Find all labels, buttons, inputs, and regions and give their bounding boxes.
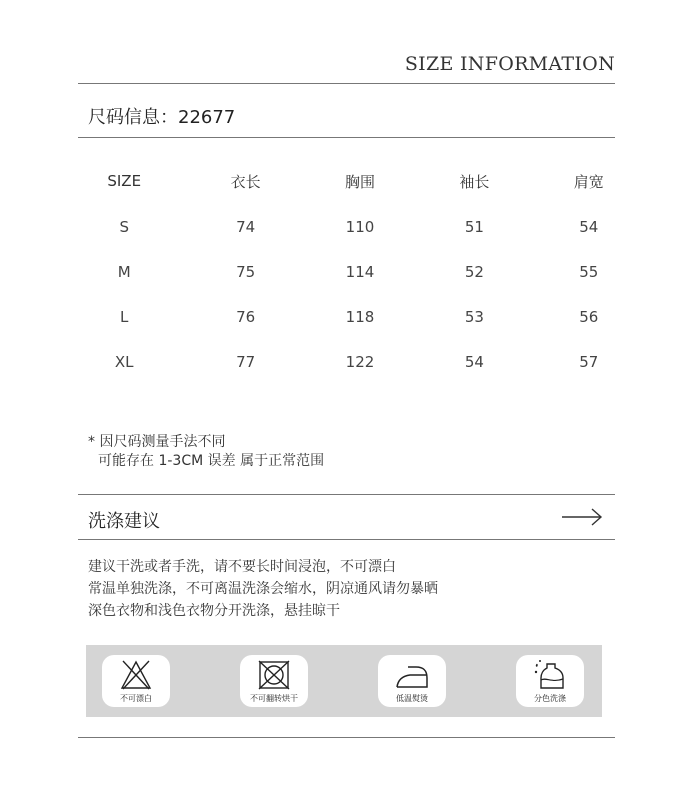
care-label: 分色洗涤 bbox=[534, 694, 566, 703]
table-cell: 51 bbox=[464, 217, 484, 236]
column-header: SIZE bbox=[107, 172, 142, 190]
wash-section-title: 洗涤建议 bbox=[88, 511, 160, 532]
wash-instructions bbox=[88, 556, 438, 622]
divider bbox=[78, 737, 615, 738]
size-section-title: 尺码信息：22677 bbox=[88, 107, 236, 128]
table-cell: 122 bbox=[345, 352, 375, 371]
size-table bbox=[60, 158, 646, 384]
table-cell: S bbox=[119, 217, 129, 236]
table-cell: 52 bbox=[464, 262, 484, 281]
arrow-right-icon bbox=[561, 505, 603, 529]
table-cell: 76 bbox=[236, 307, 256, 326]
table-cell: 53 bbox=[464, 307, 484, 326]
table-cell: 110 bbox=[345, 217, 375, 236]
care-label: 不可翻转烘干 bbox=[250, 694, 298, 703]
no-bleach-icon bbox=[116, 658, 156, 692]
wash-line: 建议干洗或者手洗，请不要长时间浸泡，不可漂白 bbox=[88, 559, 396, 575]
table-row bbox=[60, 249, 646, 294]
table-cell: M bbox=[117, 262, 131, 281]
table-cell: 54 bbox=[579, 217, 599, 236]
table-cell: 57 bbox=[579, 352, 599, 371]
low-iron-icon bbox=[392, 658, 432, 692]
table-cell: 77 bbox=[236, 352, 256, 371]
care-item-no-bleach bbox=[102, 655, 170, 707]
column-header: 袖长 bbox=[459, 172, 490, 191]
column-header: 胸围 bbox=[344, 172, 375, 191]
table-cell: 54 bbox=[464, 352, 484, 371]
care-item-no-tumble-dry bbox=[240, 655, 308, 707]
table-header-row bbox=[60, 158, 646, 204]
page-title: SIZE INFORMATION bbox=[404, 53, 615, 75]
wash-line: 深色衣物和浅色衣物分开洗涤，悬挂晾干 bbox=[88, 603, 340, 619]
table-cell: L bbox=[120, 307, 129, 326]
table-cell: 114 bbox=[345, 262, 375, 281]
care-item-separate-wash bbox=[516, 655, 584, 707]
note-line: 可能存在 1-3CM 误差 属于正常范围 bbox=[98, 453, 325, 469]
column-header: 肩宽 bbox=[573, 172, 604, 191]
table-row bbox=[60, 204, 646, 249]
table-cell: 74 bbox=[236, 217, 256, 236]
care-label: 低温熨烫 bbox=[396, 694, 428, 703]
measurement-note bbox=[88, 433, 324, 471]
separate-wash-icon bbox=[530, 658, 570, 692]
table-row bbox=[60, 294, 646, 339]
note-line: * 因尺码测量手法不同 bbox=[88, 434, 226, 450]
table-cell: 75 bbox=[236, 262, 256, 281]
care-label: 不可漂白 bbox=[120, 694, 152, 703]
divider bbox=[78, 137, 615, 138]
table-row bbox=[60, 339, 646, 384]
wash-line: 常温单独洗涤，不可离温洗涤会缩水，阴凉通风请勿暴晒 bbox=[88, 581, 438, 597]
no-tumble-dry-icon bbox=[254, 658, 294, 692]
divider bbox=[78, 539, 615, 540]
care-item-low-iron bbox=[378, 655, 446, 707]
table-cell: XL bbox=[114, 352, 134, 371]
table-cell: 56 bbox=[579, 307, 599, 326]
table-cell: 55 bbox=[579, 262, 599, 281]
divider bbox=[78, 494, 615, 495]
divider bbox=[78, 83, 615, 84]
care-icon-band bbox=[86, 645, 602, 717]
column-header: 衣长 bbox=[230, 172, 261, 191]
table-cell: 118 bbox=[345, 307, 375, 326]
